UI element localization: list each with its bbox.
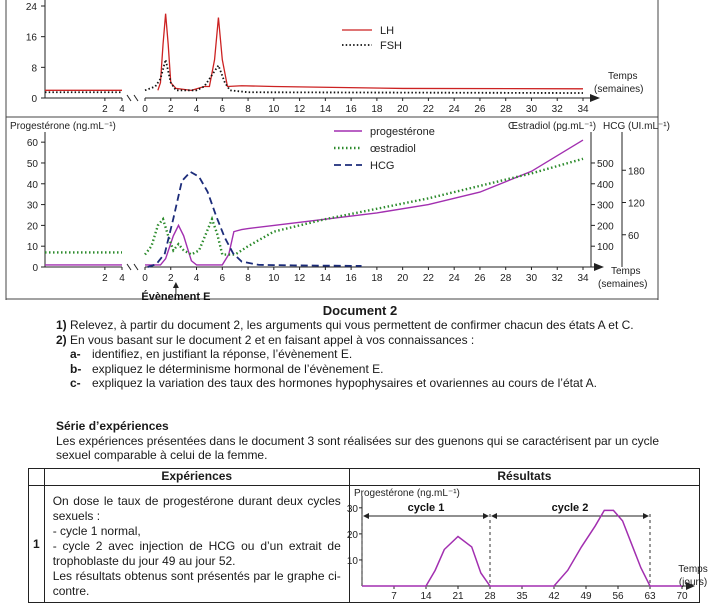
x-tick-label: 4	[119, 104, 125, 115]
y-axis-left-label: Progestérone (ng.mL⁻¹)	[10, 121, 116, 132]
series-line	[145, 159, 583, 255]
legend-label: œstradiol	[370, 143, 416, 155]
x-tick-label: 2	[102, 273, 108, 284]
y-tick-right2-label: 120	[628, 198, 645, 210]
x-axis-label-unit: (jours)	[678, 577, 707, 588]
y-axis-right-hcg-label: HCG (UI.mL⁻¹)	[603, 121, 670, 132]
hormones-chart	[0, 110, 720, 302]
sub-question	[56, 362, 696, 377]
col-header-experiences: Expériences	[44, 469, 349, 486]
col-header-resultats: Résultats	[349, 469, 699, 486]
x-tick-label: 14	[319, 273, 331, 284]
experience-line: - cycle 2 avec injection de HCG ou d’un extrait de trophoblaste du jour 49 au jour 52.	[52, 539, 341, 568]
x-tick-label: 14	[420, 591, 432, 602]
x-tick-label: 30	[525, 273, 538, 284]
x-tick-label: 22	[422, 273, 434, 284]
x-tick-label: 28	[500, 273, 512, 284]
x-tick-label: 35	[516, 591, 528, 602]
x-tick-label: 24	[448, 104, 460, 115]
y-tick-left-label: 40	[26, 179, 38, 191]
x-axis-label-unit: (semaines)	[594, 84, 644, 95]
y-tick-left-label: 0	[32, 263, 38, 274]
x-tick-label: 32	[551, 104, 563, 115]
axis-break-mark	[134, 264, 138, 270]
x-tick-label: 18	[371, 104, 383, 115]
y-tick-right1-label: 300	[597, 200, 614, 212]
experience-line: On dose le taux de progestérone durant deux cycles sexuels :	[52, 494, 341, 523]
y-tick-left-label: 20	[26, 221, 38, 233]
x-tick-label: 4	[119, 273, 125, 284]
series-lh-line	[158, 14, 583, 91]
x-tick-label: 70	[676, 591, 688, 602]
x-tick-label: 16	[345, 273, 357, 284]
x-axis-label: Temps	[608, 71, 638, 82]
sub-question-text: expliquez le déterminisme hormonal de l’évènement E.	[92, 361, 384, 376]
row-number: 1	[29, 486, 45, 603]
serie-experiences	[56, 419, 686, 463]
x-tick-label: 26	[474, 273, 486, 284]
x-axis-arrow	[590, 94, 600, 102]
sub-question	[56, 347, 696, 362]
experience-line: - cycle 1 normal,	[52, 524, 141, 538]
y-tick-left-label: 50	[26, 158, 38, 170]
x-axis-arrow	[594, 263, 604, 271]
x-tick-label: 0	[142, 104, 148, 115]
x-tick-label: 0	[142, 273, 148, 284]
question-text: En vous basant sur le document 2 et en faisant appel à vos connaissances :	[70, 332, 475, 347]
x-tick-label: 63	[644, 591, 656, 602]
legend-label: HCG	[370, 160, 395, 172]
result-cell	[346, 486, 708, 603]
y-tick-right2-label: 180	[628, 166, 645, 178]
experience-text	[44, 486, 349, 603]
y-tick-label: 30	[346, 503, 358, 515]
cycle-chart	[346, 486, 710, 606]
y-tick-label: 0	[31, 94, 37, 105]
sub-question-letter: c-	[70, 376, 81, 390]
sub-question	[56, 376, 696, 391]
x-tick-label: 10	[268, 104, 280, 115]
lh-fsh-chart	[0, 0, 720, 118]
y-tick-right1-label: 500	[597, 158, 614, 170]
x-tick-label: 34	[577, 273, 589, 284]
question-text: Relevez, à partir du document 2, les arguments qui vous permettent de confirmer chacun des états A et C.	[70, 318, 634, 332]
y-tick-label: 16	[25, 32, 37, 44]
x-tick-label: 28	[500, 104, 512, 115]
x-tick-label: 8	[245, 104, 251, 115]
x-tick-label: 56	[612, 591, 624, 602]
y-tick-label: 24	[25, 2, 37, 13]
y-tick-right2-label: 60	[628, 230, 640, 242]
x-tick-label: 24	[448, 273, 460, 284]
x-tick-label: 12	[294, 104, 306, 115]
experience-line: Les résultats obtenus sont présentés par le graphe ci-contre.	[52, 569, 341, 598]
x-tick-label: 28	[484, 591, 496, 602]
y-axis-label: Progestérone (ng.mL⁻¹)	[353, 488, 460, 499]
sub-question-text: expliquez la variation des taux des hormones hypophysaires et ovariennes au cours de l’état A.	[92, 376, 597, 390]
x-tick-label: 16	[345, 104, 357, 115]
x-tick-label: 20	[397, 273, 409, 284]
question-number: 1)	[56, 318, 67, 332]
cycle-arrow-head	[643, 513, 649, 519]
sub-question-letter: a-	[70, 347, 81, 361]
cycle-arrow-head	[363, 513, 369, 519]
questions	[56, 318, 696, 391]
question-number: 2)	[56, 332, 67, 347]
document-title: Document 2	[322, 303, 398, 318]
x-tick-label: 7	[390, 591, 397, 602]
sub-question-letter: b-	[70, 361, 82, 376]
x-tick-label: 2	[167, 273, 174, 284]
x-tick-label: 2	[167, 104, 174, 115]
y-tick-left-label: 60	[26, 138, 38, 150]
cycle-label: cycle 2	[551, 502, 589, 514]
cycle-arrow-head	[491, 513, 497, 519]
question-2	[56, 333, 696, 348]
x-tick-label: 4	[193, 273, 200, 284]
x-tick-label: 30	[525, 104, 538, 115]
y-tick-label: 10	[346, 555, 358, 567]
y-tick-label: 8	[31, 63, 37, 75]
x-axis-label: Temps	[611, 266, 641, 277]
axis-break-mark	[127, 95, 131, 101]
event-label: Évènement E	[141, 291, 211, 303]
x-axis-label: Temps	[678, 564, 708, 575]
y-tick-right1-label: 200	[597, 221, 614, 233]
serie-text: Les expériences présentées dans le document 3 sont réalisées sur des guenons qui se caractérisent par un cycle sexuel comparable à celui de la femme.	[56, 433, 660, 462]
x-tick-label: 8	[245, 273, 251, 284]
cycle-arrow-head	[483, 513, 489, 519]
axis-break-mark	[134, 95, 138, 101]
cycle-label: cycle 1	[407, 502, 445, 514]
x-tick-label: 6	[219, 273, 226, 284]
serie-title: Série d’expériences	[56, 419, 169, 433]
x-tick-label: 26	[474, 104, 486, 115]
y-tick-label: 20	[346, 529, 358, 541]
x-tick-label: 21	[452, 591, 464, 602]
y-tick-right1-label: 400	[597, 179, 614, 191]
x-tick-label: 32	[551, 273, 563, 284]
event-arrow-head	[173, 282, 179, 288]
x-tick-label: 49	[580, 591, 592, 602]
y-tick-right1-label: 100	[597, 242, 614, 254]
experiences-table	[28, 468, 708, 603]
x-tick-label: 18	[371, 273, 383, 284]
x-tick-label: 10	[268, 273, 280, 284]
x-tick-label: 20	[397, 104, 409, 115]
x-tick-label: 14	[319, 104, 331, 115]
x-tick-label: 2	[102, 104, 108, 115]
x-tick-label: 42	[548, 591, 560, 602]
legend-label: progestérone	[370, 126, 435, 138]
x-tick-label: 4	[193, 104, 200, 115]
legend-label: FSH	[380, 40, 402, 52]
series-progesterone-line	[362, 510, 682, 586]
x-tick-label: 34	[577, 104, 589, 115]
table-corner	[29, 469, 45, 486]
question-1	[56, 318, 696, 333]
y-tick-left-label: 30	[26, 200, 38, 212]
axis-break-mark	[127, 264, 131, 270]
legend-label: LH	[380, 25, 395, 37]
y-axis-right-oestradiol-label: Œstradiol (pg.mL⁻¹)	[508, 121, 597, 132]
y-tick-left-label: 10	[26, 242, 38, 254]
x-tick-label: 12	[294, 273, 306, 284]
x-tick-label: 6	[219, 104, 226, 115]
x-tick-label: 22	[422, 104, 434, 115]
sub-question-text: identifiez, en justifiant la réponse, l’évènement E.	[92, 347, 353, 361]
x-axis-label-unit: (semaines)	[598, 279, 648, 290]
